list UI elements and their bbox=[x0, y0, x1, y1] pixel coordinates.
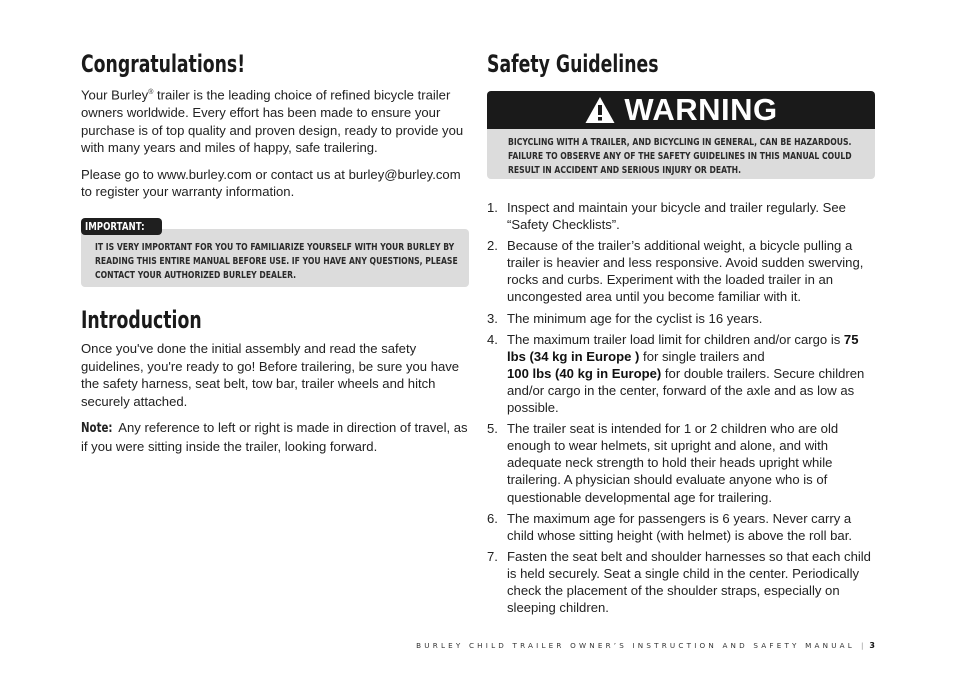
congratulations-paragraph: Your Burley® trailer is the leading choice of refined bicycle trailer owners worldwide. Every effort has been made to ensure your purchase is of top quality and proven design, ready to provide you with many years and miles of happy, safe trailering. bbox=[81, 87, 464, 156]
warning-box bbox=[487, 91, 875, 179]
warning-line: RESULT IN ACCIDENT AND SERIOUS INJURY OR DEATH. bbox=[508, 165, 742, 177]
important-box bbox=[81, 229, 469, 287]
right-column bbox=[487, 50, 875, 620]
footer-separator: | bbox=[861, 641, 864, 650]
safety-list bbox=[487, 199, 875, 616]
list-item: 6. The maximum age for passengers is 6 years. Never carry a child whose sitting height (with helmet) is above the roll bar. bbox=[487, 510, 852, 543]
warning-line: BICYCLING WITH A TRAILER, AND BICYCLING IN GENERAL, CAN BE HAZARDOUS. bbox=[508, 137, 852, 148]
note-label: Note: bbox=[81, 421, 113, 437]
register-paragraph: Please go to www.burley.com or contact us at burley@burley.com to register your warranty information. bbox=[81, 166, 461, 200]
warning-triangle-icon bbox=[584, 95, 616, 125]
important-notice bbox=[81, 220, 469, 287]
safety-guidelines-heading: Safety Guidelines bbox=[487, 50, 659, 78]
list-item: 4. The maximum trailer load limit for children and/or cargo is 75 lbs (34 kg in Europe ) for single trailers and 100 lbs (40 kg in Europe) for double trailers. Secure children and/or cargo in the center, forward of the axle and as low as possible. bbox=[487, 331, 865, 416]
important-line: READING THIS ENTIRE MANUAL BEFORE USE. IF YOU HAVE ANY QUESTIONS, PLEASE bbox=[95, 256, 458, 268]
important-line: IT IS VERY IMPORTANT FOR YOU TO FAMILIARIZE YOURSELF WITH YOUR BURLEY BY bbox=[95, 241, 455, 253]
page-number: 3 bbox=[869, 641, 875, 650]
important-line: CONTACT YOUR AUTHORIZED BURLEY DEALER. bbox=[95, 270, 297, 282]
important-tag: IMPORTANT: bbox=[81, 218, 162, 235]
warning-header bbox=[487, 91, 875, 129]
warning-body bbox=[487, 129, 875, 179]
list-item: 7. Fasten the seat belt and shoulder harnesses so that each child is held securely. Seat a single child in the center. Periodically check the placement of the shoulder straps, especially on sleeping children. bbox=[487, 548, 871, 616]
list-item: 2. Because of the trailer’s additional weight, a bicycle pulling a trailer is heavier and less responsive. Avoid sudden swerving, rocks and curbs. Experiment with the loaded trailer in an uncongested area until you become familiar with it. bbox=[487, 238, 864, 305]
warning-title: WARNING bbox=[624, 92, 778, 127]
footer-title: BURLEY CHILD TRAILER OWNER’S INSTRUCTION AND SAFETY MANUAL bbox=[416, 641, 855, 650]
congratulations-heading: Congratulations! bbox=[81, 50, 246, 78]
introduction-paragraph: Once you've done the initial assembly and read the safety guidelines, you're ready to go! Before trailering, be sure you have the safety harness, seat belt, tow bar, trailer wheels and hitch securely attached. bbox=[81, 340, 460, 409]
warning-line: FAILURE TO OBSERVE ANY OF THE SAFETY GUIDELINES IN THIS MANUAL COULD bbox=[508, 151, 852, 163]
note-paragraph: Note: Any reference to left or right is made in direction of travel, as if you were sitting inside the trailer, looking forward. bbox=[81, 420, 468, 454]
double-trailer-limit: 100 lbs (40 kg in Europe) bbox=[507, 365, 662, 381]
list-item: 1. Inspect and maintain your bicycle and trailer regularly. See “Safety Checklists”. bbox=[487, 200, 846, 233]
left-column bbox=[81, 50, 469, 455]
list-item: 5. The trailer seat is intended for 1 or 2 children who are old enough to wear helmets, sit upright and alone, and with adequate neck strength to hold their heads upright while trailering. A physician should evaluate anyone who is of questionable developmental age for trailering. bbox=[487, 421, 839, 505]
page-footer bbox=[416, 641, 875, 650]
list-item: 3. The minimum age for the cyclist is 16 years. bbox=[487, 310, 763, 326]
single-trailer-limit: 75 lbs (34 kg in Europe ) bbox=[507, 331, 859, 364]
introduction-heading: Introduction bbox=[81, 305, 202, 334]
